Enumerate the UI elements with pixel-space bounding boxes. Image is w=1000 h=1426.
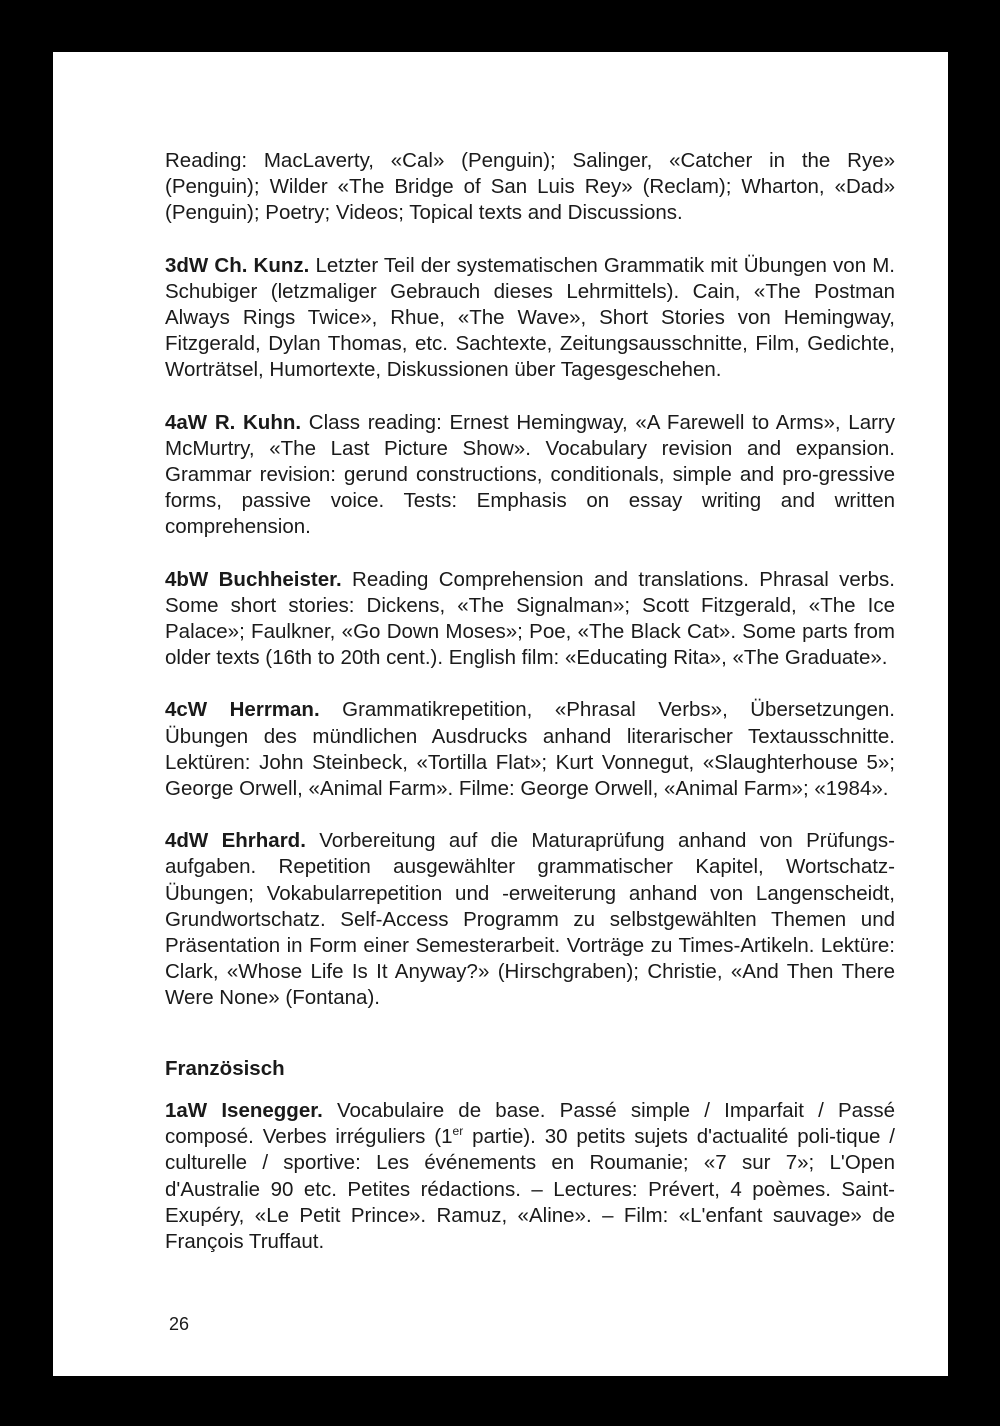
- course-entry-4cw: [165, 697, 895, 802]
- course-code: 4bW Buchheister.: [165, 567, 342, 591]
- course-description: Reading Comprehension and translations. Phrasal verbs. Some short stories: Dickens, «The Signalman»; Scott Fitzgerald, «The Ice Palace»; Faulkner, «Go Down Moses»; Poe, «The Black Cat». Some parts from older texts (16th to 20th cent.). English film: «Educating Rita», «The Graduate».: [165, 567, 895, 670]
- course-code: 1aW Isenegger.: [165, 1098, 323, 1122]
- course-description-part1: Vocabulaire de base. Passé simple / Imparfait / Passé composé. Verbes irréguliers (1: [165, 1098, 895, 1149]
- course-entry-4dw: [165, 828, 895, 1011]
- course-code: 4aW R. Kuhn.: [165, 410, 302, 434]
- course-description: Vorbereitung auf die Maturaprüfung anhand von Prüfungs-aufgaben. Repetition ausgewählter grammatischer Kapitel, Wortschatz-Übungen; Vokabularrepetition und -erweiterung anhand von Langenscheidt, Grundwortschatz. Self-Access Programm zu selbstgewählten Themen und Präsentation in Form einer Semesterarbeit. Vorträge zu Times-Artikeln. Lektüre: Clark, «Whose Life Is It Anyway?» (Hirschgraben); Christie, «And Then There Were None» (Fontana).: [165, 829, 896, 1010]
- course-entry-4bw: [165, 567, 895, 672]
- course-code: 4cW Herrman.: [165, 698, 320, 722]
- page-content: [165, 148, 895, 1281]
- course-entry-1aw: [165, 1098, 895, 1255]
- course-description-part2: partie). 30 petits sujets d'actualité poli-tique / culturelle / sportive: Les événements en Roumanie; «7 sur 7»; L'Open d'Australie 90 etc. Petites rédactions. – Lectures: Prévert, 4 poèmes. Saint-Exupéry, «Le Petit Prince». Ramuz, «Aline». – Film: «L'enfant sauvage» de François Truffaut.: [165, 1125, 895, 1253]
- superscript-er: er: [452, 1124, 464, 1139]
- course-entry-3dw: [165, 253, 895, 384]
- intro-paragraph: Reading: MacLaverty, «Cal» (Penguin); Salinger, «Catcher in the Rye» (Penguin); Wilder «The Bridge of San Luis Rey» (Reclam); Wharton, «Dad» (Penguin); Poetry; Videos; Topical texts and Discussions.: [165, 149, 895, 225]
- course-description: Class reading: Ernest Hemingway, «A Farewell to Arms», Larry McMurtry, «The Last Picture Show». Vocabulary revision and expansion. Grammar revision: gerund constructions, conditionals, simple and pro-gressive forms, passive voice. Tests: Emphasis on essay writing and written comprehension.: [165, 410, 896, 539]
- course-code: 3dW Ch. Kunz.: [165, 253, 310, 277]
- course-entry-4aw: [165, 410, 895, 541]
- document-page: [53, 52, 948, 1376]
- page-number: 26: [169, 1314, 190, 1334]
- course-description: Grammatikrepetition, «Phrasal Verbs», Übersetzungen. Übungen des mündlichen Ausdrucks anhand literarischer Textausschnitte. Lektüren: John Steinbeck, «Tortilla Flat»; Kurt Vonnegut, «Slaughterhouse 5»; George Orwell, «Animal Farm». Filme: George Orwell, «Animal Farm»; «1984».: [165, 698, 895, 801]
- course-code: 4dW Ehrhard.: [165, 829, 306, 853]
- course-description: Letzter Teil der systematischen Grammatik mit Übungen von M. Schubiger (letzmaliger Gebrauch dieses Lehrmittels). Cain, «The Postman Always Rings Twice», Rhue, «The Wave», Short Stories von Hemingway, Fitzgerald, Dylan Thomas, etc. Sachtexte, Zeitungsausschnitte, Film, Gedichte, Worträtsel, Humortexte, Diskussionen über Tagesgeschehen.: [165, 253, 895, 382]
- section-heading-french: Französisch: [165, 1056, 285, 1080]
